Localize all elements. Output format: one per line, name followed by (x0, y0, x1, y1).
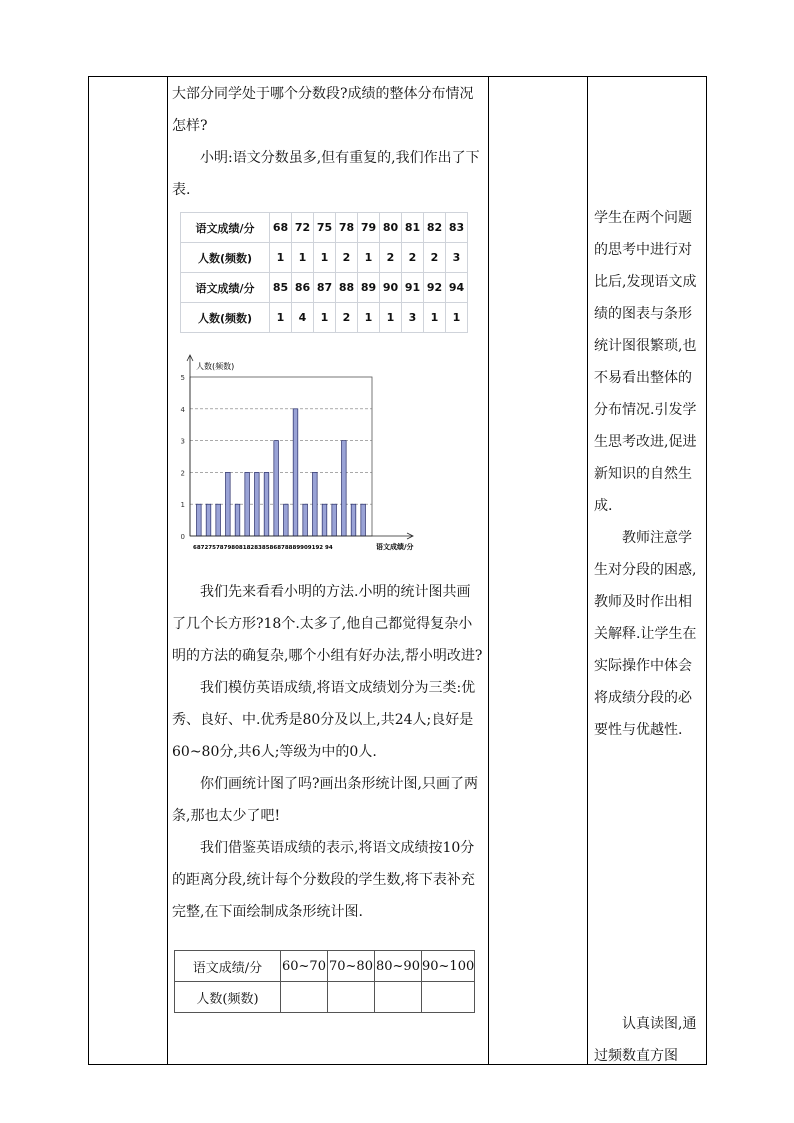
table-cell[interactable] (422, 982, 475, 1013)
table-cell: 2 (336, 303, 358, 333)
chart-bar (245, 472, 250, 536)
table-cell: 1 (270, 243, 292, 273)
lesson-content (172, 78, 484, 206)
draw-paragraph: 你们画统计图了吗?画出条形统计图,只画了两条,那也太少了吧! (172, 776, 478, 824)
table-cell: 90~100 (422, 951, 475, 982)
y-tick-label: 2 (180, 469, 185, 478)
table-cell: 80~90 (375, 951, 422, 982)
table-cell: 88 (336, 273, 358, 303)
frequency-table (180, 212, 468, 333)
table-cell: 2 (402, 243, 424, 273)
score-header: 语文成绩/分 (181, 213, 270, 243)
table-cell: 94 (446, 273, 468, 303)
column-divider (488, 76, 489, 1065)
imitate-paragraph: 我们模仿英语成绩,将语文成绩划分为三类:优秀、良好、中.优秀是80分及以上,共24人;良好是60~80分,共6人;等级为中的0人. (172, 680, 476, 760)
table-cell: 92 (424, 273, 446, 303)
table-cell: 85 (270, 273, 292, 303)
table-cell: 1 (314, 243, 336, 273)
table-cell: 81 (402, 213, 424, 243)
table-cell: 1 (380, 303, 402, 333)
column-divider (167, 76, 168, 1065)
table-row (181, 243, 468, 273)
chart-bar (303, 504, 308, 536)
table-cell: 83 (446, 213, 468, 243)
table-cell: 78 (336, 213, 358, 243)
chart-bar (255, 472, 260, 536)
xiaoming-paragraph: 小明:语文分数虽多,但有重复的,我们作出了下表. (172, 150, 480, 198)
score-header: 语文成绩/分 (181, 273, 270, 303)
chart-bar (322, 504, 327, 536)
chart-bar (197, 504, 202, 536)
column-divider (587, 76, 588, 1065)
table-cell: 72 (292, 213, 314, 243)
chart-bar (332, 504, 337, 536)
count-header: 人数(频数) (181, 303, 270, 333)
table-row (175, 951, 475, 982)
table-cell: 2 (424, 243, 446, 273)
table-cell: 2 (380, 243, 402, 273)
table-cell: 1 (424, 303, 446, 333)
x-axis-label: 语文成绩/分 (376, 543, 414, 551)
chart-bar (293, 409, 298, 536)
table-row (175, 982, 475, 1013)
table-row (181, 213, 468, 243)
segment-table (174, 950, 475, 1013)
chart-bar (284, 504, 289, 536)
table-cell[interactable] (375, 982, 422, 1013)
y-axis-label: 人数(频数) (196, 362, 235, 371)
y-tick-label: 1 (180, 501, 185, 510)
note-paragraph: 认真读图,通过频数直方图 (594, 1016, 697, 1064)
table-cell: 80 (380, 213, 402, 243)
table-cell: 91 (402, 273, 424, 303)
table-cell: 1 (358, 303, 380, 333)
table-cell: 3 (402, 303, 424, 333)
table-row (181, 303, 468, 333)
table-cell: 90 (380, 273, 402, 303)
chart-bar (206, 504, 211, 536)
chart-bar (361, 504, 366, 536)
chart-bar (274, 441, 279, 536)
y-tick-label: 3 (180, 437, 185, 446)
chart-bar (226, 472, 231, 536)
table-cell: 1 (446, 303, 468, 333)
table-cell[interactable] (281, 982, 328, 1013)
note-paragraph: 学生在两个问题的思考中进行对比后,发现语文成绩的图表与条形统计图很繁琐,也不易看出整体的分布情况.引发学生思考改进,促进新知识的自然生成. (594, 210, 697, 514)
table-cell: 1 (292, 243, 314, 273)
table-cell: 2 (336, 243, 358, 273)
segment-header: 语文成绩/分 (175, 951, 281, 982)
note-paragraph: 教师注意学生对分段的困惑,教师及时作出相关解释.让学生在实际操作中体会将成绩分段的必要性与优越性. (594, 530, 697, 738)
table-row (181, 273, 468, 303)
table-cell: 4 (292, 303, 314, 333)
table-cell: 89 (358, 273, 380, 303)
chart-bar (216, 504, 221, 536)
segment-paragraph: 我们借鉴英语成绩的表示,将语文成绩按10分的距离分段,统计每个分数段的学生数,将下表补充完整,在下面绘制成条形统计图. (172, 840, 475, 920)
chart-bar (235, 504, 240, 536)
table-cell: 68 (270, 213, 292, 243)
y-tick-label: 5 (180, 374, 185, 382)
table-cell: 3 (446, 243, 468, 273)
count-header: 人数(频数) (175, 982, 281, 1013)
method-paragraph: 我们先来看看小明的方法.小明的统计图共画了几个长方形?18个.太多了,他自己都觉得复杂小明的方法的确复杂,哪个小组有好办法,帮小明改进? (172, 584, 483, 664)
y-tick-label: 4 (180, 405, 185, 414)
bar-chart (180, 352, 430, 552)
teaching-notes (594, 202, 704, 746)
chart-bar (313, 472, 318, 536)
chart-bar (264, 472, 269, 536)
chart-bar (342, 441, 347, 536)
table-cell: 79 (358, 213, 380, 243)
table-cell: 86 (292, 273, 314, 303)
teaching-notes-lower (594, 1008, 704, 1072)
table-cell[interactable] (328, 982, 375, 1013)
lesson-content-lower (172, 576, 484, 928)
table-cell: 1 (270, 303, 292, 333)
table-cell: 70~80 (328, 951, 375, 982)
table-cell: 1 (314, 303, 336, 333)
chart-bar (351, 504, 356, 536)
count-header: 人数(频数) (181, 243, 270, 273)
question-paragraph: 大部分同学处于哪个分数段?成绩的整体分布情况怎样? (172, 86, 474, 134)
table-cell: 75 (314, 213, 336, 243)
table-cell: 1 (358, 243, 380, 273)
table-cell: 82 (424, 213, 446, 243)
table-cell: 60~70 (281, 951, 328, 982)
y-tick-label: 0 (180, 533, 185, 541)
table-cell: 87 (314, 273, 336, 303)
x-tick-labels: 6872757879808182838586878889909192 94 (193, 545, 333, 551)
